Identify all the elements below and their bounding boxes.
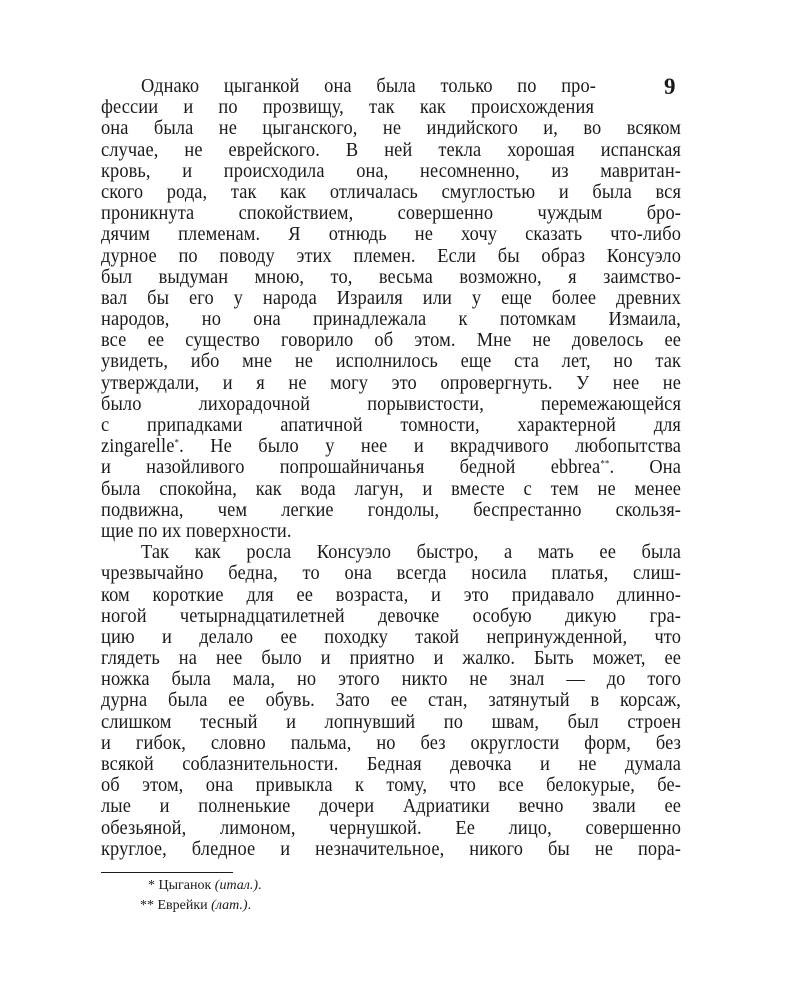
page-number: 9 [664, 74, 676, 99]
text-line-last: щие по их поверхности. [101, 519, 292, 542]
text-line: ножка была мала, но этого никто не знал — до того [101, 668, 681, 690]
footnote-end: . [247, 898, 252, 913]
foreign-word: zingarelle [101, 435, 175, 457]
text-line: всякой соблазнительности. Бедная девочка и не думала [101, 753, 681, 775]
text-line: цию и делало ее походку такой непринужденной, что [101, 625, 681, 648]
footnote-divider [101, 872, 233, 873]
text-line: было лихорадочной порывистости, перемежающейся [101, 392, 681, 415]
text-line: дурна была ее обувь. Зато ее стан, затянутый в корсаж, [101, 689, 681, 711]
text-line: ком короткие для ее возраста, и это придавало длинно- [101, 583, 681, 605]
text-line: Так как росла Консуэло быстро, а мать ее была [141, 541, 681, 563]
text-line: подвижна, чем легкие гондолы, беспрестанно скользя- [101, 498, 681, 520]
text-line: кровь, и происходила она, несомненно, из мавритан- [101, 159, 681, 181]
text-line: ского рода, так как отличалась смуглостью и была вся [101, 180, 681, 203]
footnote-1 [140, 876, 262, 896]
text-line: Однако цыганкой она была только по про- [141, 75, 596, 97]
body-text [101, 75, 681, 859]
footnote-marker: ** [140, 898, 154, 913]
line-continuation: . Она [609, 456, 682, 478]
text-line: фессии и по прозвищу, так как происхождения [101, 96, 594, 118]
text-line: все ее существо говорило об этом. Мне не довелось ее [101, 329, 681, 351]
footnotes [140, 876, 262, 916]
text-line: дячим племенам. Я отнюдь не хочу сказать что-либо [101, 223, 681, 245]
footnote-text: Цыганок [158, 878, 212, 893]
text-line: увидеть, ибо мне не исполнилось еще ста лет, но так [101, 350, 681, 372]
text-line: круглое, бледное и незначительное, никого бы не пора- [101, 837, 681, 859]
footnote-2 [140, 896, 262, 916]
text-line: чрезвычайно бедна, то она всегда носила платья, слиш- [101, 562, 681, 584]
text-line: с припадками апатичной томности, характерной для [101, 414, 681, 436]
footnote-marker: * [148, 878, 155, 893]
text-line: об этом, она привыкла к тому, что все белокурые, бе- [101, 774, 681, 796]
text-line: дурное по поводу этих племен. Если бы образ Консуэло [101, 244, 681, 266]
footnote-language: (лат.) [211, 898, 248, 913]
text-line: вал бы его у народа Израиля или у еще более древних [101, 286, 681, 309]
text-line: глядеть на нее было и приятно и жалко. Быть может, ее [101, 647, 681, 669]
text-line: она была не цыганского, не индийского и, во всяком [101, 117, 681, 139]
text-line-with-footnote [101, 435, 681, 457]
line-start: и назойливого попрошайничанья бедной ebbrea [101, 456, 601, 478]
line-continuation: . Не было у нее и вкрадчивого любопытства [179, 435, 681, 457]
text-line: был выдуман мною, то, весьма возможно, я заимство- [101, 265, 681, 287]
text-line: ногой четырнадцатилетней девочке особую дикую гра- [101, 604, 681, 626]
text-line: народов, но она принадлежала к потомкам Измаила, [101, 308, 681, 330]
text-line: и гибок, словно пальма, но без округлости форм, без [101, 731, 681, 754]
text-line: утверждали, и я не могу это опровергнуть. У нее не [101, 371, 681, 393]
footnote-marker: * [174, 437, 180, 448]
footnote-marker: ** [600, 458, 610, 470]
text-line: случае, не еврейского. В ней текла хорошая испанская [101, 138, 681, 160]
footnote-end: . [258, 878, 262, 893]
text-line: слишком тесный и лопнувший по швам, был строен [101, 710, 681, 732]
text-line: лые и полненькие дочери Адриатики вечно звали ее [101, 795, 681, 817]
text-line-with-footnote [101, 456, 681, 478]
footnote-language: (итал.) [214, 878, 258, 893]
text-line: проникнута спокойствием, совершенно чуждым бро- [101, 202, 681, 224]
text-line: обезьяной, лимоном, чернушкой. Ее лицо, совершенно [101, 816, 681, 838]
footnote-text: Еврейки [157, 898, 208, 913]
text-line: была спокойна, как вода лагун, и вместе с тем не менее [101, 477, 681, 499]
